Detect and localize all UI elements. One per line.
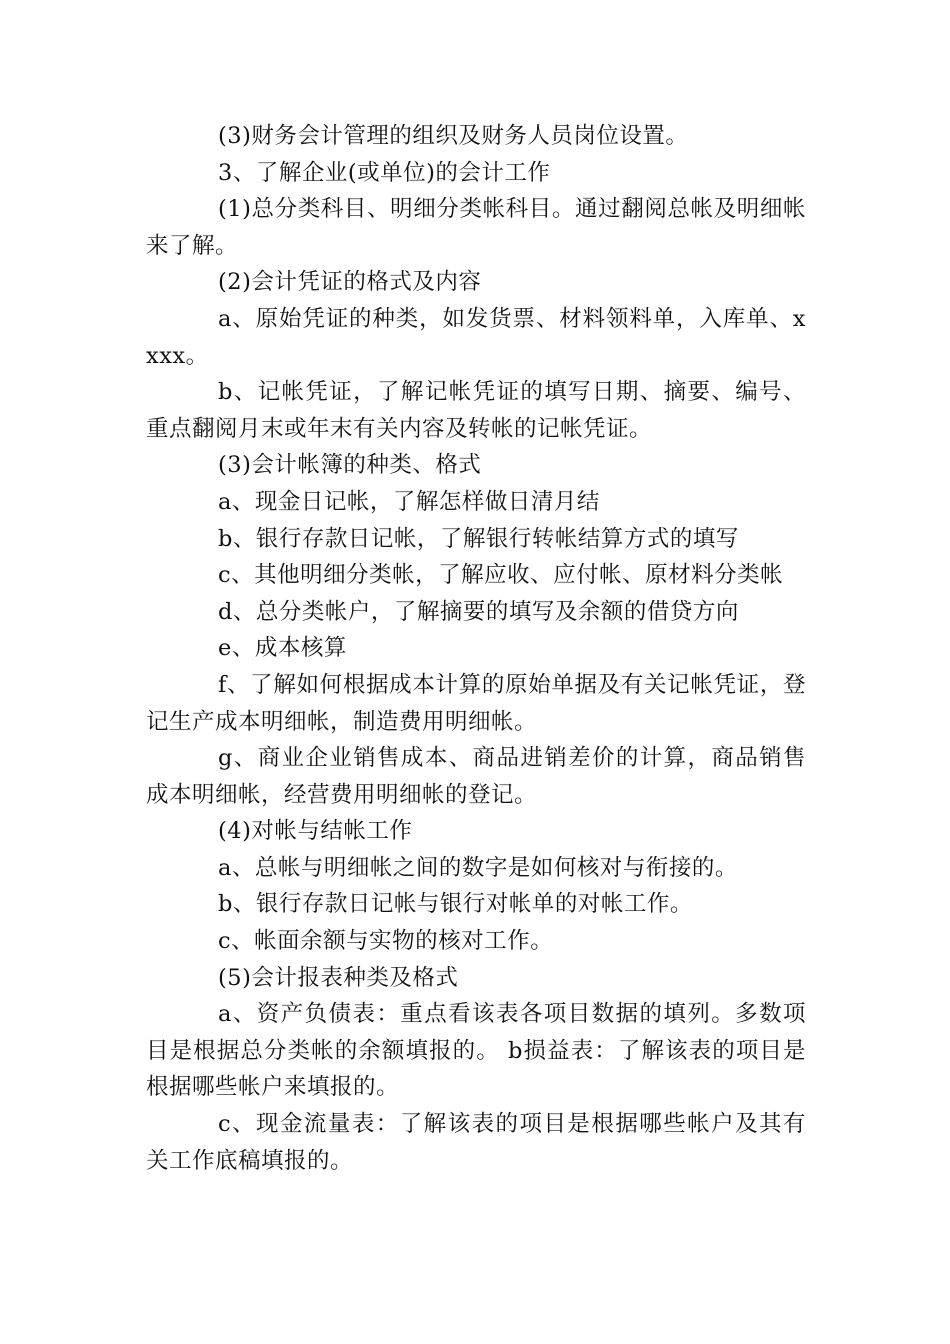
- paragraph: (3)财务会计管理的组织及财务人员岗位设置。: [218, 123, 689, 149]
- paragraph: c、帐面余额与实物的核对工作。: [218, 928, 554, 955]
- paragraph: a、原始凭证的种类，如发货票、材料领料单，入库单、xxxx。: [146, 305, 806, 369]
- paragraph: a、总帐与明细帐之间的数字是如何核对与衔接的。: [218, 854, 738, 881]
- document-body: [146, 118, 806, 1179]
- paragraph: g、商业企业销售成本、商品进销差价的计算，商品销售成本明细帐，经营费用明细帐的登记。: [146, 745, 806, 808]
- paragraph: (1)总分类科目、明细分类帐科目。通过翻阅总帐及明细帐来了解。: [146, 196, 806, 259]
- paragraph: c、现金流量表：了解该表的项目是根据哪些帐户及其有关工作底稿填报的。: [146, 1111, 806, 1174]
- paragraph: a、资产负债表：重点看该表各项目数据的填列。多数项目是根据总分类帐的余额填报的。 b损益表：了解该表的项目是根据哪些帐户来填报的。: [146, 1001, 806, 1101]
- paragraph: a、现金日记帐，了解怎样做日清月结: [218, 488, 600, 515]
- paragraph: b、银行存款日记帐与银行对帐单的对帐工作。: [218, 891, 693, 918]
- subsection-heading: (5)会计报表种类及格式: [218, 964, 459, 991]
- subsection-heading: (3)会计帐簿的种类、格式: [218, 452, 482, 479]
- subsection-heading: (4)对帐与结帐工作: [218, 818, 413, 845]
- section-heading: 3、了解企业(或单位)的会计工作: [218, 159, 551, 186]
- paragraph: b、记帐凭证，了解记帐凭证的填写日期、摘要、编号、重点翻阅月末或年末有关内容及转帐的记帐凭证。: [146, 379, 806, 442]
- paragraph: e、成本核算: [218, 635, 347, 662]
- paragraph: b、银行存款日记帐，了解银行转帐结算方式的填写: [218, 525, 739, 552]
- paragraph: c、其他明细分类帐，了解应收、应付帐、原材料分类帐: [218, 562, 784, 589]
- subsection-heading: (2)会计凭证的格式及内容: [218, 269, 482, 296]
- paragraph: f、了解如何根据成本计算的原始单据及有关记帐凭证，登记生产成本明细帐，制造费用明细帐。: [146, 671, 806, 735]
- paragraph: d、总分类帐户，了解摘要的填写及余额的借贷方向: [218, 598, 739, 625]
